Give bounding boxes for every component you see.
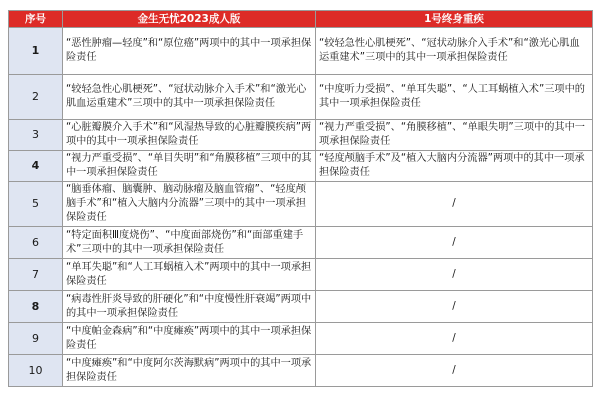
cell-product-a: “脑垂体瘤、脑囊肿、脑动脉瘤及脑血管瘤”、“轻度颅脑手术”和“植入大脑内分流器”三项中的其中一项承担保险责任 [63,182,316,227]
cell-product-b: / [316,291,593,323]
row-index: 6 [9,227,63,259]
header-product-a: 金生无忧2023成人版 [63,11,316,28]
cell-product-b: “较轻急性心肌梗死”、“冠状动脉介入手术”和“激光心肌血运重建术”三项中的其中一项承担保险责任 [316,28,593,75]
cell-product-b: / [316,227,593,259]
cell-product-a: “特定面积Ⅲ度烧伤”、“中度面部烧伤”和“面部重建手术”三项中的其中一项承担保险责任 [63,227,316,259]
header-row [9,11,593,28]
table-row [9,227,593,259]
table-row [9,259,593,291]
cell-product-b: / [316,259,593,291]
cell-product-a: “视力严重受损”、“单目失明”和“角膜移植”三项中的其中一项承担保险责任 [63,151,316,182]
row-index: 9 [9,323,63,355]
cell-product-a: “中度帕金森病”和“中度瘫痪”两项中的其中一项承担保险责任 [63,323,316,355]
cell-product-a: “较轻急性心肌梗死”、“冠状动脉介入手术”和“激光心肌血运重建术”三项中的其中一项承担保险责任 [63,75,316,120]
cell-product-a: “中度瘫痪”和“中度阿尔茨海默病”两项中的其中一项承担保险责任 [63,355,316,387]
row-index: 4 [9,151,63,182]
cell-product-b: / [316,323,593,355]
cell-product-a: “单耳失聪”和“人工耳蜗植入术”两项中的其中一项承担保险责任 [63,259,316,291]
cell-product-a: “病毒性肝炎导致的肝硬化”和“中度慢性肝衰竭”两项中的其中一项承担保险责任 [63,291,316,323]
header-index: 序号 [9,11,63,28]
table-row [9,182,593,227]
table-row [9,28,593,75]
table-row [9,120,593,151]
cell-product-a: “心脏瓣膜介入手术”和“风湿热导致的心脏瓣膜疾病”两项中的其中一项承担保险责任 [63,120,316,151]
row-index: 2 [9,75,63,120]
comparison-table [8,10,593,387]
cell-product-b: / [316,355,593,387]
cell-product-b: “视力严重受损”、“角膜移植”、“单眼失明”三项中的其中一项承担保险责任 [316,120,593,151]
row-index: 5 [9,182,63,227]
row-index: 10 [9,355,63,387]
header-product-b: 1号终身重疾 [316,11,593,28]
row-index: 7 [9,259,63,291]
table-row [9,323,593,355]
table-row [9,291,593,323]
cell-product-a: “恶性肿瘤—轻度”和“原位癌”两项中的其中一项承担保险责任 [63,28,316,75]
cell-product-b: “中度听力受损”、“单耳失聪”、“人工耳蜗植入术”三项中的其中一项承担保险责任 [316,75,593,120]
row-index: 3 [9,120,63,151]
table-row [9,151,593,182]
cell-product-b: / [316,182,593,227]
row-index: 1 [9,28,63,75]
cell-product-b: “轻度颅脑手术”及“植入大脑内分流器”两项中的其中一项承担保险责任 [316,151,593,182]
table-row [9,75,593,120]
row-index: 8 [9,291,63,323]
table-row [9,355,593,387]
